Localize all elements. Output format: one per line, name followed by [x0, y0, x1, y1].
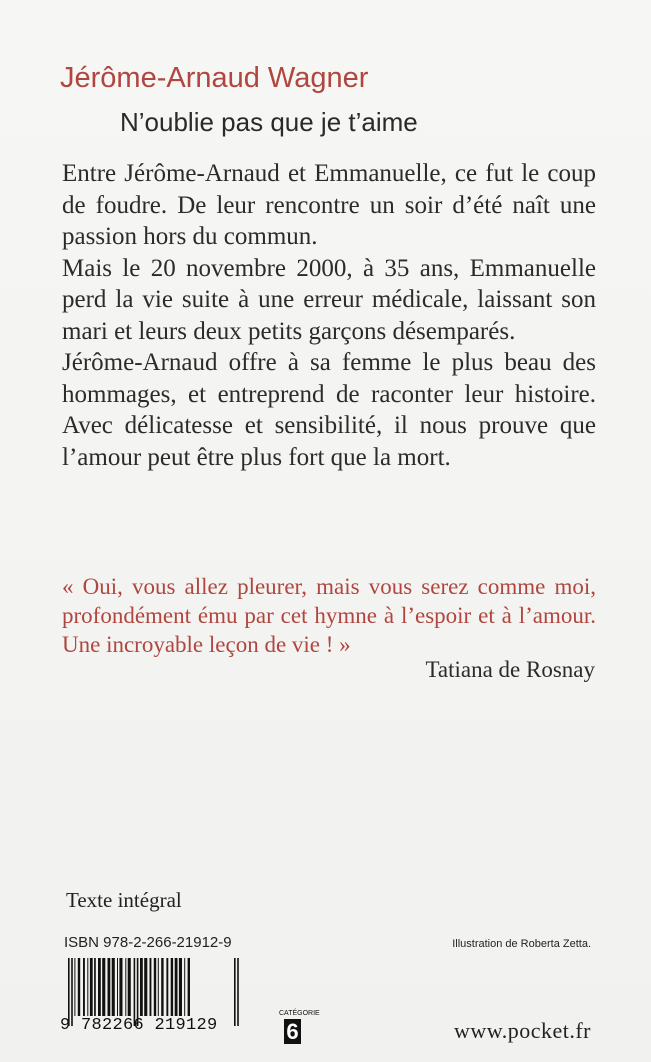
review-quote: « Oui, vous allez pleurer, mais vous serez comme moi, profondément ému par cet hymne à l’espoir et à l’amour. Une incroyable leçon de vie ! »	[62, 574, 596, 657]
blurb-paragraph-2: Mais le 20 novembre 2000, à 35 ans, Emmanuelle perd la vie suite à une erreur médicale, laissant son mari et leurs deux petits garçons désemparés.	[62, 254, 596, 345]
barcode-bar	[144, 958, 147, 1016]
barcode-bar	[188, 958, 190, 1016]
barcode-bar	[154, 958, 156, 1016]
category-label: CATÉGORIE	[279, 1010, 320, 1017]
barcode-bar	[179, 958, 182, 1016]
category-number: 6	[284, 1019, 301, 1044]
barcode-bar	[74, 958, 75, 1016]
barcode-bar	[161, 958, 163, 1016]
isbn: ISBN 978-2-266-21912-9	[64, 934, 232, 951]
barcode-digits: 9 782266 219129	[60, 1016, 218, 1035]
barcode-bar	[90, 958, 93, 1016]
barcode-bar	[119, 958, 122, 1016]
quote-author: Tatiana de Rosnay	[425, 657, 595, 682]
barcode-bar	[140, 958, 143, 1016]
barcode-bar	[128, 958, 131, 1016]
barcode-bar	[94, 958, 96, 1016]
illustration-credit: Illustration de Roberta Zetta.	[452, 938, 591, 950]
barcode-bar	[171, 958, 173, 1016]
book-title: N’oublie pas que je t’aime	[120, 107, 418, 137]
barcode-bar	[78, 958, 80, 1016]
blurb-paragraph-1: Entre Jérôme-Arnaud et Emmanuelle, ce fut le coup de foudre. De leur rencontre un soir d’été naît une passion hors du commun.	[62, 160, 596, 250]
barcode-bar	[108, 958, 111, 1016]
barcode-bar	[83, 958, 85, 1016]
blurb	[62, 158, 596, 473]
barcode-bar	[184, 958, 185, 1016]
barcode-bar	[117, 958, 118, 1016]
barcode-bar	[98, 958, 101, 1016]
website-url: www.pocket.fr	[453, 1018, 591, 1043]
barcode-bar	[102, 958, 105, 1016]
barcode-bar	[87, 958, 88, 1016]
barcode-bar	[166, 958, 168, 1016]
blurb-paragraph-3: Jérôme-Arnaud offre à sa femme le plus beau des hommages, et entreprend de raconter leur histoire. Avec délicatesse et sensibilité, il nous prouve que l’amour peut être plus fort que la mort.	[62, 349, 596, 471]
barcode	[60, 958, 240, 1034]
barcode-bar	[150, 958, 152, 1016]
barcode-bar	[125, 958, 126, 1016]
barcode-bar	[112, 958, 115, 1016]
author-name: Jérôme-Arnaud Wagner	[60, 62, 369, 94]
barcode-bar	[175, 958, 178, 1016]
edition-note: Texte intégral	[66, 888, 182, 912]
barcode-bar	[158, 958, 159, 1016]
